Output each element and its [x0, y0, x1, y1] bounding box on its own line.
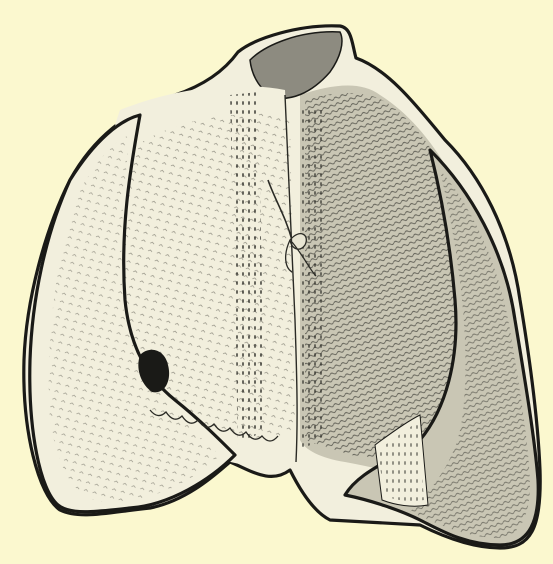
- eyelet-band-right: [300, 108, 325, 448]
